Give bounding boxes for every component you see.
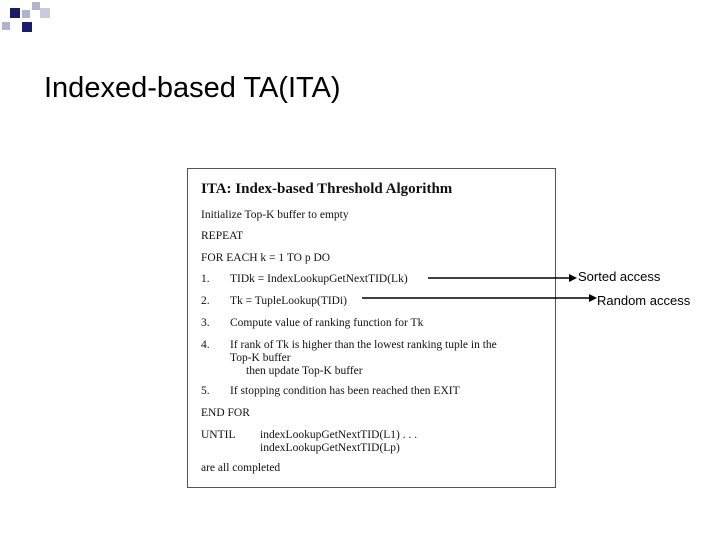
sorted-access-arrowhead [569,274,577,282]
for-each-line: FOR EACH k = 1 TO p DO [201,252,331,264]
until-keyword: UNTIL [201,429,236,441]
slide-title: Indexed-based TA(ITA) [44,72,341,104]
random-access-arrowhead [589,294,597,302]
repeat-line: REPEAT [201,230,244,242]
step-2: Tk = TupleLookup(TIDi) [230,295,348,307]
step-5-number: 5. [201,385,210,397]
step-3-number: 3. [201,317,210,329]
step-1: TIDk = IndexLookupGetNextTID(Lk) [230,273,408,285]
step-5: If stopping condition has been reached then EXIT [230,385,460,397]
algorithm-title: ITA: Index-based Threshold Algorithm [201,181,453,197]
step-2-number: 2. [201,295,210,307]
completed-line: are all completed [201,462,281,474]
init-line: Initialize Top-K buffer to empty [201,209,349,221]
step-4-line-a: If rank of Tk is higher than the lowest ranking tuple in the [230,339,497,351]
until-condition-1: indexLookupGetNextTID(L1) . . . [260,429,418,441]
sorted-access-label: Sorted access [578,269,661,284]
step-1-number: 1. [201,273,210,285]
random-access-label: Random access [597,293,691,308]
step-4-line-b: Top-K buffer [230,352,291,364]
step-4-number: 4. [201,339,210,351]
step-3: Compute value of ranking function for Tk [230,317,424,329]
step-4-line-c: then update Top-K buffer [246,365,363,377]
end-for-line: END FOR [201,407,250,419]
until-condition-2: indexLookupGetNextTID(Lp) [260,442,400,454]
